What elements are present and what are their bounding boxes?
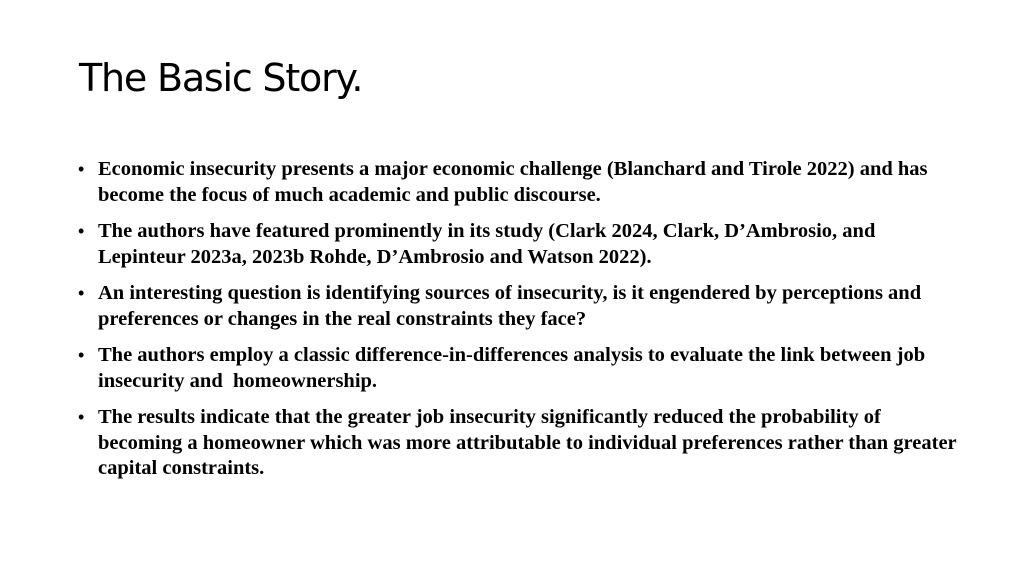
bullet-text: The authors employ a classic difference-in-differences analysis to evaluate the link between job insecurity and homeownership. bbox=[98, 344, 931, 392]
slide-title: The Basic Story. bbox=[79, 56, 363, 100]
bullet-marker: • bbox=[78, 221, 85, 241]
bullet-marker: • bbox=[78, 407, 85, 427]
bullet-item bbox=[78, 281, 958, 332]
bullet-marker: • bbox=[78, 159, 85, 179]
bullet-item bbox=[78, 405, 962, 482]
bullet-text: The authors have featured prominently in its study (Clark 2024, Clark, D’Ambrosio, and Lepinteur 2023a, 2023b Rohde, D’Ambrosio and Watson 2022). bbox=[98, 220, 881, 268]
bullet-marker: • bbox=[78, 283, 85, 303]
bullet-text: Economic insecurity presents a major economic challenge (Blanchard and Tirole 2022) and has become the focus of much academic and public discourse. bbox=[98, 158, 933, 206]
bullet-item bbox=[78, 157, 958, 208]
bullet-text: The results indicate that the greater job insecurity significantly reduced the probability of becoming a homeowner which was more attributable to individual preferences rather than greater capital constraints. bbox=[98, 406, 962, 479]
bullet-marker: • bbox=[78, 345, 85, 365]
bullet-list bbox=[78, 157, 962, 493]
bullet-item bbox=[78, 343, 958, 394]
bullet-text: An interesting question is identifying sources of insecurity, is it engendered by perceptions and preferences or changes in the real constraints they face? bbox=[98, 282, 927, 330]
bullet-item bbox=[78, 219, 958, 270]
